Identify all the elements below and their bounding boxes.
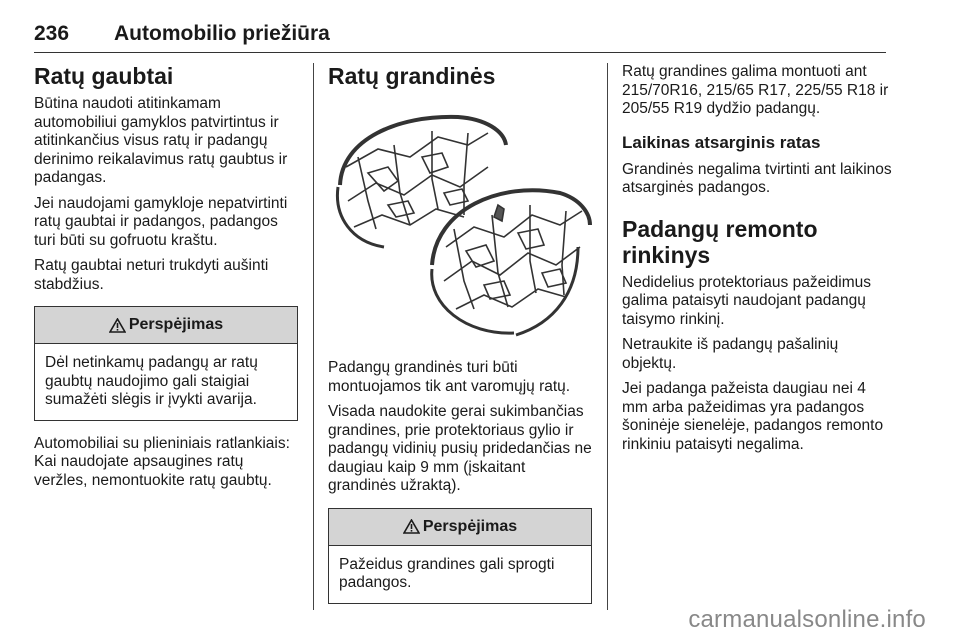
- column-wheel-covers: [34, 63, 298, 497]
- warning-text: Pažeidus grandines gali sprogti padangos.: [339, 555, 555, 591]
- snow-chains-illustration: [328, 97, 592, 342]
- paragraph: Jei padanga pažeista daugiau nei 4 mm arba pažeidimas yra padangos šoninėje sienelėje, padangos remonto rinkiniu pataisyti negalima.: [622, 380, 884, 453]
- paragraph: Būtina naudoti atitinkamam automobiliui gamyklos patvirtintus ir atitinkančius visus ratų ir padangų derinimo reikalavimus ratų gaubtus ir padangas.: [34, 95, 288, 186]
- paragraph: Jei naudojami gamykloje nepatvirtinti ratų gaubtai ir padangos, padangos turi būti su gofruotu kraštu.: [34, 194, 288, 249]
- paragraph: Ratų gaubtai neturi trukdyti aušinti stabdžius.: [34, 257, 269, 293]
- section-heading-wheel-covers: Ratų gaubtai: [34, 63, 174, 89]
- paragraph: Automobiliai su plieniniais ratlankiais: Kai naudojate apsaugines ratų veržles, nemontuokite ratų gaubtų.: [34, 434, 290, 489]
- warning-title: Perspėjimas: [128, 316, 224, 333]
- warning-header: [35, 307, 297, 344]
- watermark: carmanualsonline.info: [688, 606, 926, 633]
- page-header: [34, 22, 886, 53]
- column-divider: [607, 63, 608, 610]
- warning-header: [329, 509, 591, 546]
- paragraph: Netraukite iš padangų pašalinių objektų.: [622, 336, 839, 372]
- section-heading-snow-chains: Ratų grandinės: [328, 63, 496, 89]
- paragraph: Visada naudokite gerai sukimbančias grandines, prie protektoriaus gylio ir padangų vidinių pusių pridedančias ne daugiau kaip 9 mm (įskaitant grandinės užraktą).: [328, 403, 592, 494]
- warning-text: Dėl netinkamų padangų ar ratų gaubtų naudojimo gali staigiai sumažėti slėgis ir įvykti avarija.: [45, 354, 258, 408]
- column-divider: [313, 63, 314, 610]
- chapter-title: Automobilio priežiūra: [114, 22, 330, 45]
- paragraph: Ratų grandines galima montuoti ant 215/70R16, 215/65 R17, 225/55 R18 ir 205/55 R19 dydžio padangų.: [622, 63, 889, 117]
- paragraph: Padangų grandinės turi būti montuojamos tik ant varomųjų ratų.: [328, 359, 571, 395]
- sub-heading-temporary-spare: Laikinas atsarginis ratas: [622, 132, 821, 152]
- page-number: 236: [34, 22, 70, 45]
- paragraph: Nedidelius protektoriaus pažeidimus galima pataisyti naudojant padangų taisymo rinkinį.: [622, 273, 871, 328]
- column-tyre-info: [622, 63, 892, 461]
- warning-title: Perspėjimas: [422, 517, 518, 535]
- section-heading-repair-kit: Padangų remonto rinkinys: [622, 215, 818, 268]
- warning-box: [34, 306, 298, 421]
- column-snow-chains: [328, 63, 592, 618]
- warning-triangle-icon: [109, 318, 126, 333]
- warning-box: [328, 508, 592, 604]
- paragraph: Grandinės negalima tvirtinti ant laikinos atsarginės padangos.: [622, 160, 892, 196]
- warning-triangle-icon: [403, 519, 420, 534]
